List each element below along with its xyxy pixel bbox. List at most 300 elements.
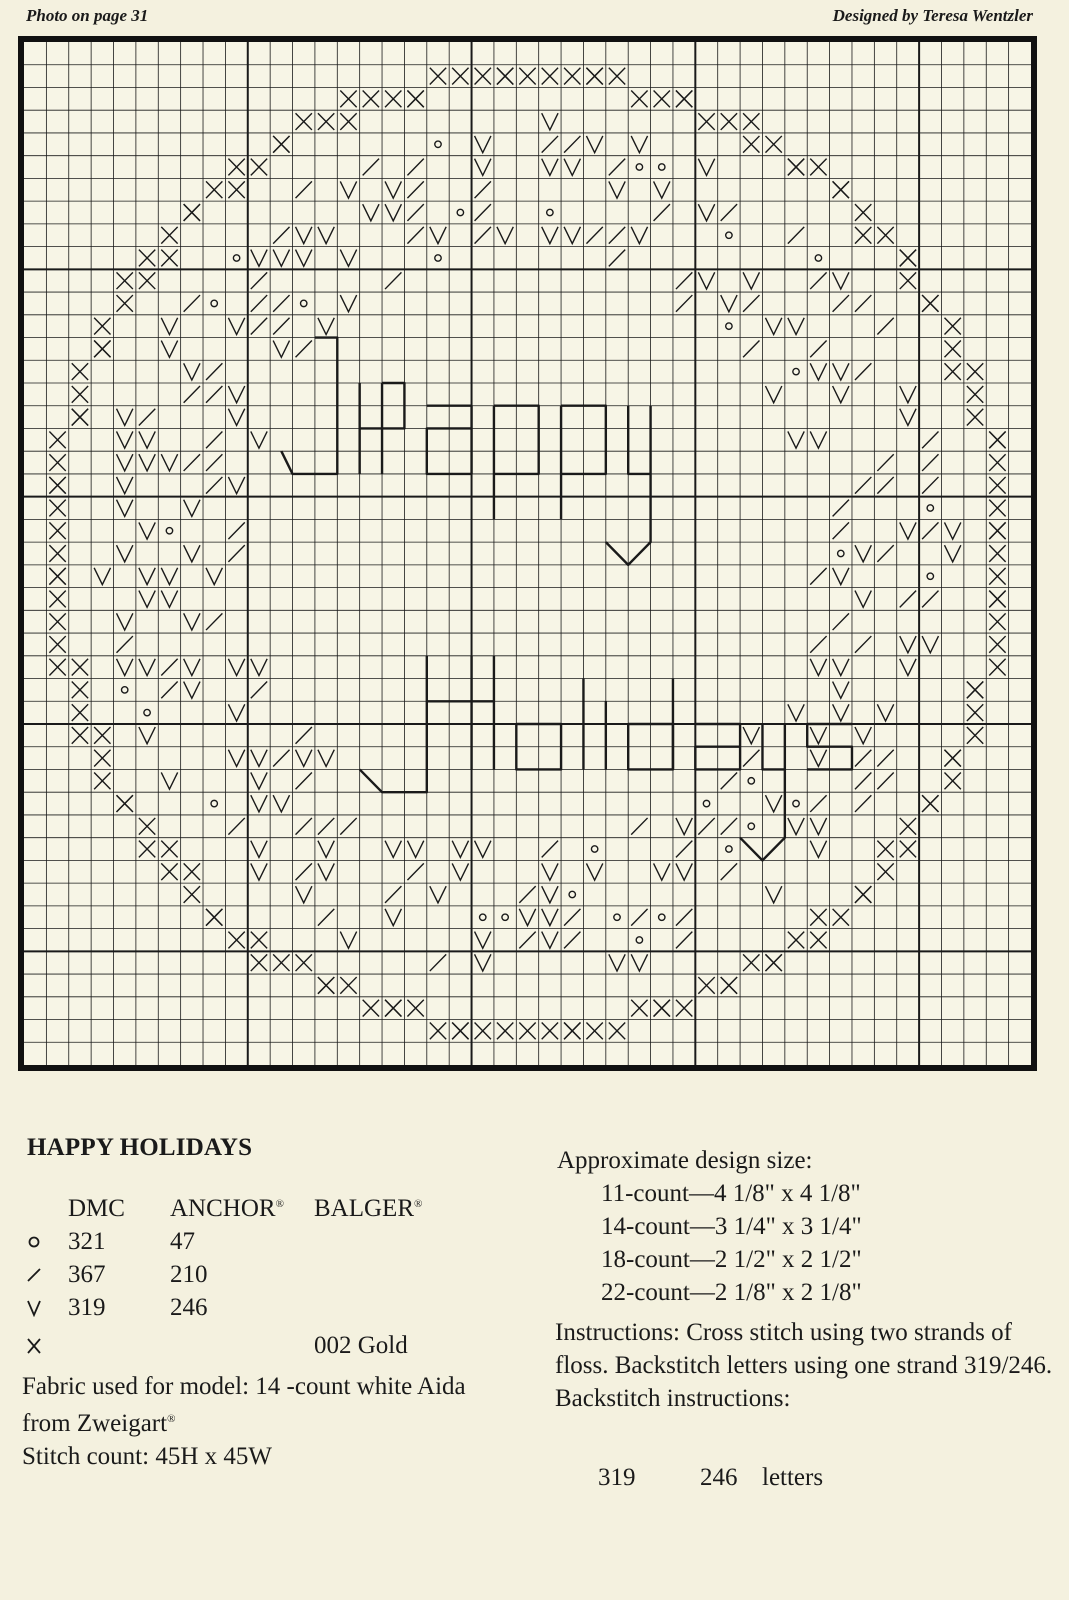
stitch-v	[385, 181, 401, 198]
stitch-o	[748, 823, 754, 829]
stitch-v	[654, 863, 670, 880]
stitch-slash	[676, 272, 692, 289]
stitch-o	[726, 846, 732, 852]
stitch-x	[139, 250, 155, 267]
stitch-v	[385, 909, 401, 926]
stitch-slash	[296, 181, 312, 198]
stitch-x	[743, 113, 759, 130]
stitch-x	[944, 750, 960, 767]
stitch-v	[184, 500, 200, 517]
stitch-slash	[900, 591, 916, 608]
stitch-slash	[273, 318, 289, 335]
stitch-v	[900, 636, 916, 653]
backstitch-dmc: 319	[598, 1464, 636, 1491]
stitch-v	[475, 954, 491, 971]
stitch-v	[161, 341, 177, 358]
stitch-slash	[609, 227, 625, 244]
stitch-count: Stitch count: 45H x 45W	[22, 1443, 272, 1470]
stitch-x	[497, 1023, 513, 1040]
stitch-slash	[833, 613, 849, 630]
stitch-x	[49, 522, 65, 539]
anchor-code: 246	[170, 1294, 208, 1321]
stitch-x	[72, 409, 88, 426]
stitch-v	[117, 477, 133, 494]
stitch-x	[609, 68, 625, 85]
stitch-slash	[922, 454, 938, 471]
stitch-x	[944, 341, 960, 358]
stitch-x	[296, 113, 312, 130]
stitch-x	[161, 250, 177, 267]
stitch-x	[161, 863, 177, 880]
stitch-slash	[833, 500, 849, 517]
stitch-x	[340, 113, 356, 130]
stitch-x	[273, 136, 289, 153]
stitch-o	[457, 209, 463, 215]
stitch-x	[788, 159, 804, 176]
stitch-v	[139, 431, 155, 448]
stitch-x	[139, 841, 155, 858]
size-item: 14-count—3 1/4" x 3 1/4"	[601, 1213, 862, 1240]
stitch-v	[139, 568, 155, 585]
stitch-slash	[385, 272, 401, 289]
stitch-v	[452, 863, 468, 880]
anchor-header: ANCHOR®	[170, 1195, 284, 1222]
stitch-v	[475, 136, 491, 153]
stitch-slash	[296, 341, 312, 358]
stitch-v	[833, 363, 849, 380]
stitch-v	[228, 477, 244, 494]
stitch-x	[788, 932, 804, 949]
stitch-v	[743, 272, 759, 289]
fabric-info	[22, 1370, 522, 1473]
stitch-slash	[184, 386, 200, 403]
stitch-v	[117, 409, 133, 426]
anchor-code: 210	[170, 1261, 208, 1288]
stitch-x	[967, 386, 983, 403]
stitch-slash	[251, 318, 267, 335]
stitch-v	[788, 318, 804, 335]
size-item: 11-count—4 1/8" x 4 1/8"	[601, 1180, 861, 1207]
stitch-x	[407, 1000, 423, 1017]
stitch-slash	[855, 295, 871, 312]
stitch-o	[547, 209, 553, 215]
stitch-v	[161, 454, 177, 471]
stitch-slash	[296, 727, 312, 744]
stitch-o	[726, 323, 732, 329]
stitch-slash	[206, 454, 222, 471]
stitch-v	[251, 750, 267, 767]
stitch-v	[900, 386, 916, 403]
stitch-x	[251, 932, 267, 949]
dmc-header: DMC	[68, 1195, 125, 1222]
stitch-o	[211, 300, 217, 306]
stitch-x	[72, 682, 88, 699]
stitch-slash	[743, 341, 759, 358]
stitch-slash	[161, 659, 177, 676]
stitch-x	[72, 386, 88, 403]
stitch-v	[698, 204, 714, 221]
stitch-x	[161, 841, 177, 858]
stitch-x	[49, 591, 65, 608]
stitch-v	[833, 386, 849, 403]
stitch-x	[475, 68, 491, 85]
stitch-slash	[251, 272, 267, 289]
stitch-x	[184, 863, 200, 880]
stitch-v	[810, 727, 826, 744]
stitch-x	[430, 68, 446, 85]
stitch-x	[49, 636, 65, 653]
stitch-x	[385, 90, 401, 107]
stitch-slash	[228, 545, 244, 562]
stitch-o	[301, 300, 307, 306]
stitch-x	[765, 954, 781, 971]
stitch-x	[49, 659, 65, 676]
stitch-x	[944, 772, 960, 789]
instructions-text: Instructions: Cross stitch using two strands of floss. Backstitch letters using one strand 319/246.	[555, 1319, 1053, 1379]
stitch-slash	[631, 909, 647, 926]
stitch-slash	[922, 431, 938, 448]
stitch-x	[139, 818, 155, 835]
stitch-x	[989, 454, 1005, 471]
stitch-x	[519, 68, 535, 85]
stitch-x	[117, 295, 133, 312]
stitch-x	[206, 909, 222, 926]
stitch-v	[922, 636, 938, 653]
stitch-slash	[475, 204, 491, 221]
stitch-slash	[922, 477, 938, 494]
stitch-v	[251, 431, 267, 448]
stitch-v	[698, 159, 714, 176]
stitch-v	[228, 704, 244, 721]
stitch-x	[542, 68, 558, 85]
stitch-v	[184, 682, 200, 699]
stitch-x	[519, 1023, 535, 1040]
stitch-v	[161, 568, 177, 585]
stitch-x	[475, 1023, 491, 1040]
stitch-v	[877, 704, 893, 721]
stitch-v	[497, 227, 513, 244]
stitch-v	[139, 727, 155, 744]
stitch-v	[833, 272, 849, 289]
stitch-x	[94, 772, 110, 789]
stitch-slash	[877, 750, 893, 767]
stitch-x	[542, 1023, 558, 1040]
stitch-slash	[273, 295, 289, 312]
stitch-x	[117, 272, 133, 289]
stitch-slash	[676, 295, 692, 312]
stitch-v	[519, 909, 535, 926]
stitch-x	[72, 727, 88, 744]
stitch-x	[922, 295, 938, 312]
stitch-x	[452, 1023, 468, 1040]
stitch-v	[833, 682, 849, 699]
fabric-brand: from Zweigart®	[22, 1410, 176, 1437]
stitch-o	[636, 164, 642, 170]
stitch-x	[989, 659, 1005, 676]
stitch-v	[564, 159, 580, 176]
stitch-slash	[318, 818, 334, 835]
circle-icon	[24, 1228, 44, 1256]
stitch-v	[139, 522, 155, 539]
stitch-v	[94, 568, 110, 585]
stitch-v	[228, 750, 244, 767]
stitch-slash	[407, 181, 423, 198]
instructions	[555, 1316, 1055, 1415]
stitch-x	[989, 613, 1005, 630]
backstitch-anchor: 246	[700, 1464, 738, 1491]
stitch-v	[564, 227, 580, 244]
size-item: 22-count—2 1/8" x 2 1/8"	[601, 1279, 862, 1306]
stitch-slash	[273, 750, 289, 767]
stitch-slash	[430, 954, 446, 971]
dmc-code: 367	[68, 1261, 106, 1288]
stitch-v	[161, 318, 177, 335]
stitch-o	[793, 800, 799, 806]
stitch-x	[631, 1000, 647, 1017]
stitch-v	[765, 386, 781, 403]
stitch-v	[430, 886, 446, 903]
design-size-heading: Approximate design size:	[557, 1147, 813, 1174]
stitch-slash	[564, 909, 580, 926]
stitch-v	[161, 591, 177, 608]
stitch-slash	[318, 909, 334, 926]
fabric-line: Fabric used for model: 14 -count white Aida	[22, 1373, 466, 1400]
stitch-x	[833, 181, 849, 198]
stitch-x	[72, 363, 88, 380]
stitch-v	[318, 227, 334, 244]
stitch-o	[927, 573, 933, 579]
anchor-code: 47	[170, 1228, 195, 1255]
stitch-v	[542, 863, 558, 880]
stitch-x	[340, 977, 356, 994]
stitch-x	[989, 545, 1005, 562]
stitch-x	[49, 477, 65, 494]
stitch-slash	[407, 227, 423, 244]
stitch-slash	[810, 568, 826, 585]
stitch-x	[452, 68, 468, 85]
stitch-slash	[855, 363, 871, 380]
stitch-x	[810, 159, 826, 176]
stitch-x	[877, 841, 893, 858]
stitch-slash	[877, 454, 893, 471]
stitch-v	[161, 772, 177, 789]
stitch-slash	[206, 386, 222, 403]
stitch-x	[161, 227, 177, 244]
stitch-o	[569, 891, 575, 897]
designer-credit: Designed by Teresa Wentzler	[832, 6, 1033, 25]
stitch-slash	[877, 545, 893, 562]
stitch-x	[586, 1023, 602, 1040]
stitch-slash	[542, 136, 558, 153]
stitch-x	[698, 977, 714, 994]
stitch-v	[475, 841, 491, 858]
stitch-x	[810, 932, 826, 949]
stitch-x	[586, 68, 602, 85]
stitch-x	[296, 954, 312, 971]
stitch-x	[340, 90, 356, 107]
stitch-v	[810, 818, 826, 835]
stitch-v	[407, 841, 423, 858]
stitch-slash	[676, 909, 692, 926]
stitch-v	[855, 727, 871, 744]
stitch-o	[748, 778, 754, 784]
stitch-x	[989, 477, 1005, 494]
stitch-x	[721, 113, 737, 130]
stitch-slash	[206, 431, 222, 448]
stitch-slash	[810, 272, 826, 289]
stitch-v	[363, 204, 379, 221]
stitch-slash	[475, 227, 491, 244]
stitch-o	[233, 255, 239, 261]
stitch-x	[497, 68, 513, 85]
page-reference: Photo on page 31	[26, 6, 149, 25]
stitch-v	[228, 409, 244, 426]
stitch-slash	[721, 204, 737, 221]
stitch-x	[922, 795, 938, 812]
stitch-v	[318, 318, 334, 335]
stitch-x	[94, 750, 110, 767]
v-icon	[24, 1294, 44, 1324]
stitch-v	[743, 727, 759, 744]
stitch-x	[117, 795, 133, 812]
stitch-x	[228, 159, 244, 176]
stitch-v	[251, 795, 267, 812]
stitch-slash	[385, 886, 401, 903]
stitch-slash	[855, 772, 871, 789]
stitch-v	[765, 886, 781, 903]
stitch-slash	[877, 772, 893, 789]
stitch-v	[251, 863, 267, 880]
stitch-x	[855, 204, 871, 221]
stitch-v	[273, 341, 289, 358]
stitch-slash	[609, 159, 625, 176]
stitch-slash	[139, 409, 155, 426]
stitch-o	[726, 232, 732, 238]
stitch-x	[251, 159, 267, 176]
stitch-v	[542, 113, 558, 130]
stitch-v	[228, 659, 244, 676]
stitch-v	[765, 795, 781, 812]
stitch-x	[49, 454, 65, 471]
stitch-x	[989, 500, 1005, 517]
stitch-v	[117, 545, 133, 562]
stitch-v	[117, 500, 133, 517]
stitch-v	[542, 909, 558, 926]
stitch-slash	[228, 522, 244, 539]
stitch-slash	[228, 818, 244, 835]
stitch-v	[542, 932, 558, 949]
stitch-x	[72, 659, 88, 676]
stitch-o	[502, 914, 508, 920]
stitch-v	[542, 886, 558, 903]
stitch-o	[614, 914, 620, 920]
stitch-v	[900, 522, 916, 539]
stitch-v	[833, 659, 849, 676]
stitch-v	[184, 659, 200, 676]
stitch-slash	[877, 477, 893, 494]
stitch-x	[363, 1000, 379, 1017]
stitch-o	[211, 800, 217, 806]
stitch-slash	[810, 636, 826, 653]
stitch-v	[385, 204, 401, 221]
stitch-slash	[743, 750, 759, 767]
stitch-x	[967, 363, 983, 380]
backstitch-heading: Backstitch instructions:	[555, 1385, 791, 1412]
stitch-v	[855, 545, 871, 562]
stitch-v	[296, 750, 312, 767]
stitch-o	[122, 687, 128, 693]
stitch-slash	[407, 863, 423, 880]
stitch-slash	[161, 682, 177, 699]
stitch-slash	[855, 795, 871, 812]
stitch-v	[676, 863, 692, 880]
stitch-v	[139, 659, 155, 676]
stitch-slash	[586, 227, 602, 244]
stitch-o	[435, 255, 441, 261]
stitch-v	[318, 750, 334, 767]
stitch-x	[49, 613, 65, 630]
stitch-v	[944, 545, 960, 562]
stitch-v	[586, 863, 602, 880]
stitch-v	[251, 772, 267, 789]
stitch-slash	[721, 818, 737, 835]
stitch-slash	[810, 795, 826, 812]
stitch-slash	[407, 204, 423, 221]
stitch-v	[631, 954, 647, 971]
chart-grid	[24, 42, 1031, 1065]
stitch-v	[228, 318, 244, 335]
stitch-v	[318, 841, 334, 858]
stitch-x	[654, 90, 670, 107]
stitch-o	[144, 709, 150, 715]
stitch-v	[810, 659, 826, 676]
stitch-slash	[519, 886, 535, 903]
stitch-slash	[922, 522, 938, 539]
stitch-x	[251, 954, 267, 971]
stitch-slash	[475, 181, 491, 198]
stitch-v	[184, 545, 200, 562]
stitch-x	[721, 977, 737, 994]
stitch-x	[430, 1023, 446, 1040]
stitch-x	[989, 591, 1005, 608]
stitch-v	[296, 250, 312, 267]
stitch-o	[166, 528, 172, 534]
stitch-slash	[117, 636, 133, 653]
stitch-o	[793, 368, 799, 374]
stitch-x	[94, 727, 110, 744]
stitch-v	[139, 454, 155, 471]
stitch-slash	[631, 818, 647, 835]
stitch-slash	[721, 772, 737, 789]
stitch-x	[49, 545, 65, 562]
stitch-v	[273, 250, 289, 267]
stitch-slash	[564, 932, 580, 949]
stitch-x	[139, 272, 155, 289]
stitch-v	[586, 136, 602, 153]
stitch-o	[659, 914, 665, 920]
stitch-v	[631, 227, 647, 244]
stitch-v	[833, 568, 849, 585]
stitch-slash	[788, 227, 804, 244]
stitch-x	[385, 1000, 401, 1017]
stitch-v	[631, 136, 647, 153]
stitch-slash	[676, 932, 692, 949]
stitch-slash	[206, 613, 222, 630]
stitch-slash	[564, 136, 580, 153]
stitch-x	[900, 841, 916, 858]
stitch-x	[877, 227, 893, 244]
slash-icon	[24, 1261, 44, 1290]
